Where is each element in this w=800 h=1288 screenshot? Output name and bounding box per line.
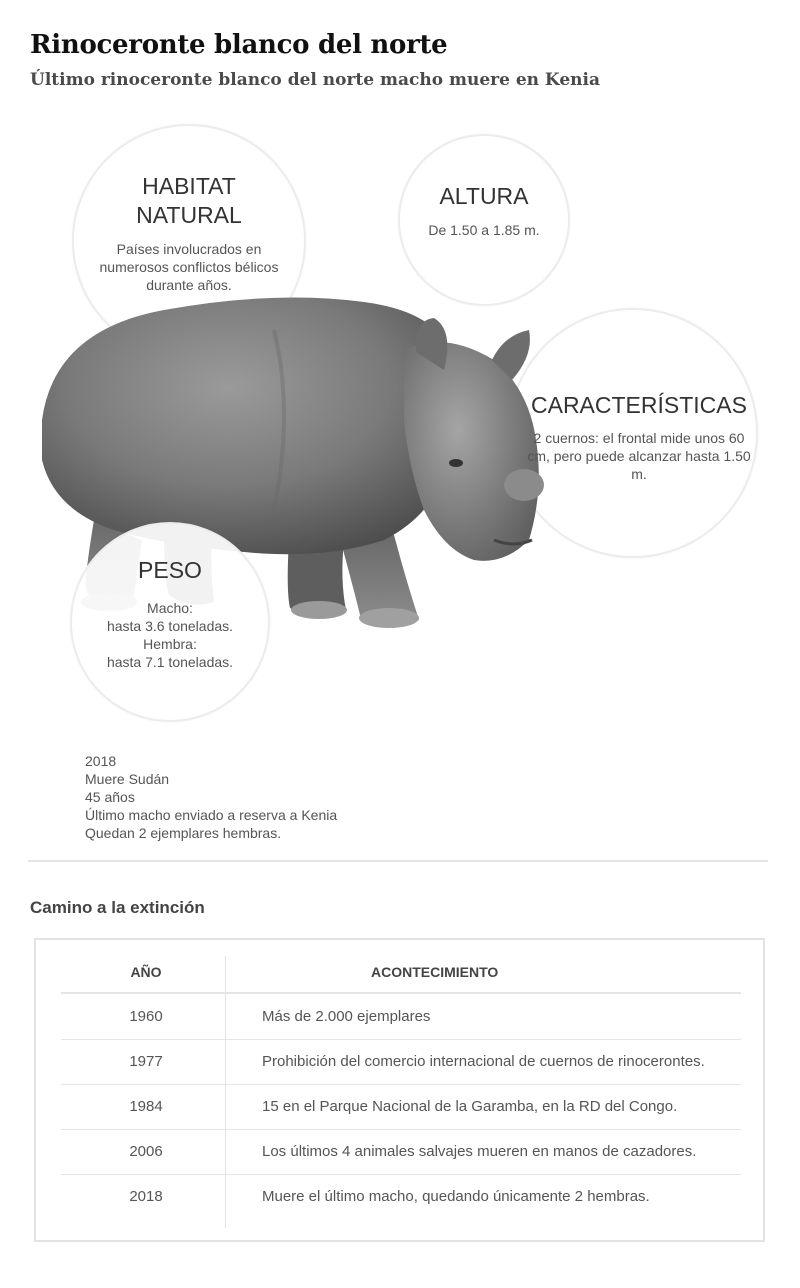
row-year: 2018 [129, 1188, 163, 1205]
row-year: 2006 [129, 1143, 163, 1160]
page-title: Rinoceronte blanco del norte [30, 30, 448, 60]
caracteristicas-title: CARACTERÍSTICAS [531, 392, 747, 418]
row-event: Más de 2.000 ejemplares [262, 1008, 431, 1025]
table-row [61, 995, 741, 1040]
row-event: Los últimos 4 animales salvajes mueren en manos de cazadores. [262, 1143, 697, 1160]
peso-bubble [70, 522, 270, 722]
row-event: Prohibición del comercio internacional de cuernos de rinocerontes. [262, 1053, 705, 1070]
habitat-title: HABITAT NATURAL [136, 173, 242, 228]
peso-female-value: hasta 7.1 toneladas. [106, 654, 234, 671]
table-header [61, 958, 741, 994]
header-year: AÑO [130, 964, 162, 980]
row-event: 15 en el Parque Nacional de la Garamba, en la RD del Congo. [262, 1098, 678, 1115]
notes-block [85, 752, 337, 842]
section-divider [28, 860, 768, 862]
timeline-table [34, 938, 765, 1242]
notes-line: Quedan 2 ejemplares hembras. [85, 825, 282, 841]
row-event: Muere el último macho, quedando únicamente 2 hembras. [262, 1188, 650, 1205]
table-row [61, 1085, 741, 1130]
caracteristicas-text: 2 cuernos: el frontal mide unos 60 cm, pero puede alcanzar hasta 1.50 m. [527, 430, 751, 483]
notes-year: 2018 [85, 753, 117, 769]
header-event: ACONTECIMIENTO [371, 964, 499, 980]
row-year: 1977 [129, 1053, 163, 1070]
altura-text: De 1.50 a 1.85 m. [428, 221, 540, 238]
notes-line: 45 años [85, 789, 135, 805]
page-subtitle: Último rinoceronte blanco del norte macho muere en Kenia [30, 70, 600, 90]
peso-male-value: hasta 3.6 toneladas. [106, 617, 234, 634]
habitat-text: Países involucrados en numerosos conflictos bélicos durante años. [99, 240, 279, 293]
peso-female-label: Hembra: [143, 636, 197, 653]
table-row [61, 1130, 741, 1175]
notes-line: Último macho enviado a reserva a Kenia [85, 807, 338, 823]
altura-title: ALTURA [439, 183, 529, 209]
altura-bubble [398, 134, 570, 306]
peso-male-label: Macho: [147, 599, 193, 616]
row-year: 1960 [129, 1008, 163, 1025]
peso-title: PESO [138, 557, 202, 583]
caracteristicas-content [522, 392, 756, 484]
table-row [61, 1175, 741, 1220]
peso-text [72, 599, 268, 672]
notes-line: Muere Sudán [85, 771, 170, 787]
row-year: 1984 [129, 1098, 163, 1115]
timeline-section-title: Camino a la extinción [30, 898, 205, 917]
infographic-hero [0, 110, 800, 740]
table-row [61, 1040, 741, 1085]
